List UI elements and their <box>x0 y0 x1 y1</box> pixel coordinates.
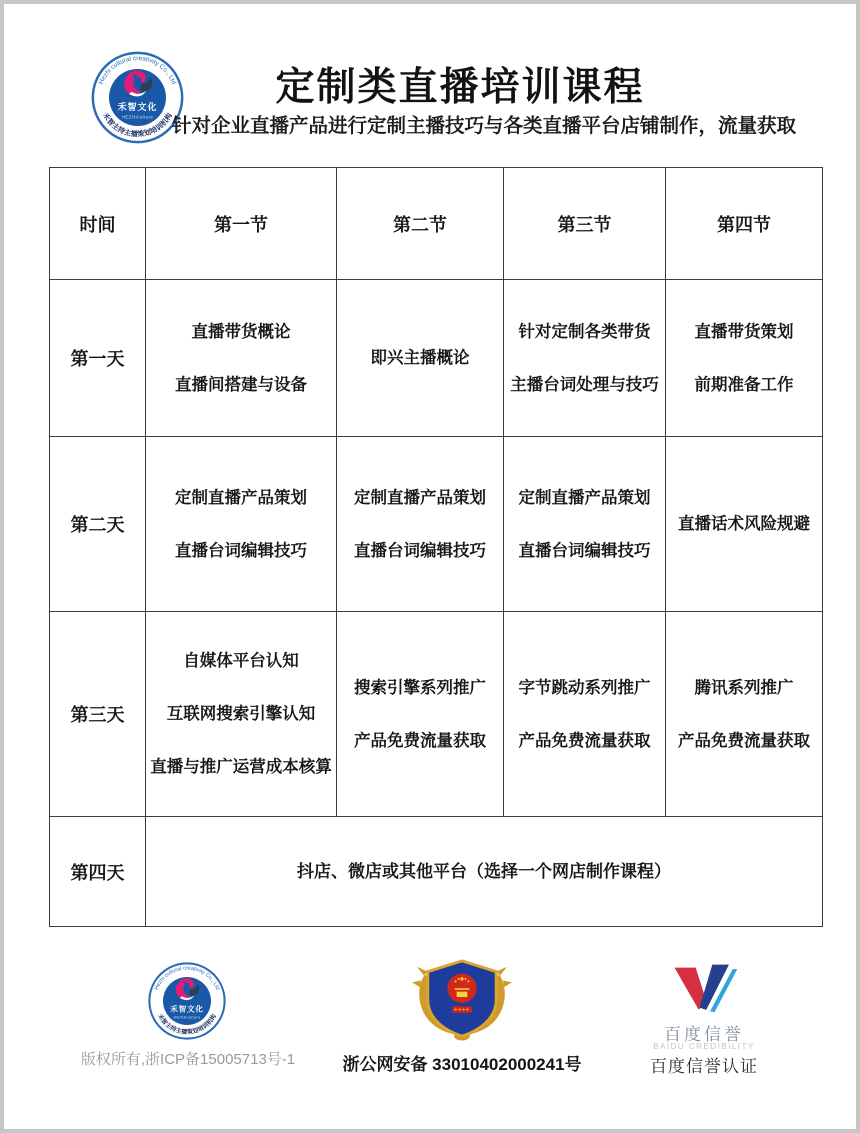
column-header-session-4: 第四节 <box>666 168 823 280</box>
day-label: 第二天 <box>50 437 146 612</box>
course-line: 前期准备工作 <box>694 375 794 394</box>
table-row-day1 <box>50 280 823 437</box>
table-row-day4 <box>50 817 823 927</box>
police-record-text: 浙公网安备 33010402000241号 <box>342 1055 582 1074</box>
hezhi-logo-icon <box>147 961 227 1041</box>
table-row-day3 <box>50 612 823 817</box>
course-cell <box>504 280 666 437</box>
course-cell <box>337 437 504 612</box>
course-line: 自媒体平台认知 <box>183 652 299 670</box>
course-cell <box>666 612 823 817</box>
course-line: 定制直播产品策划 <box>175 488 307 507</box>
page-subtitle: 针对企业直播产品进行定制主播技巧与各类直播平台店铺制作，流量获取 <box>171 115 796 137</box>
course-line: 直播带货策划 <box>694 322 794 341</box>
baidu-credibility-icon <box>670 957 738 1019</box>
schedule-table <box>49 167 823 927</box>
course-line: 腾讯系列推广 <box>694 678 794 697</box>
course-cell <box>666 280 823 437</box>
course-cell <box>504 437 666 612</box>
course-cell <box>146 612 337 817</box>
course-line: 定制直播产品策划 <box>518 488 651 507</box>
course-line: 主播台词处理与技巧 <box>510 375 659 394</box>
course-line: 直播带货概论 <box>191 322 291 341</box>
column-header-session-3: 第三节 <box>504 168 666 280</box>
column-header-time: 时间 <box>50 168 146 280</box>
baidu-logo-subtitle: BAIDU CREDIBILITY <box>653 1042 755 1051</box>
course-line: 字节跳动系列推广 <box>518 678 651 697</box>
course-cell <box>337 612 504 817</box>
day-label: 第一天 <box>50 280 146 437</box>
course-line: 产品免费流量获取 <box>678 731 810 750</box>
course-line: 针对定制各类带货 <box>518 322 651 341</box>
table-row-day2 <box>50 437 823 612</box>
page-title: 定制类直播培训课程 <box>275 66 645 109</box>
schedule-section <box>49 167 823 927</box>
police-badge-icon <box>409 955 515 1043</box>
course-cell <box>504 612 666 817</box>
day-label: 第四天 <box>50 817 146 927</box>
course-cell <box>146 437 337 612</box>
course-line: 抖店、微店或其他平台（选择一个网店制作课程） <box>297 861 671 881</box>
course-line: 搜索引擎系列推广 <box>354 678 486 697</box>
icp-record-text: 版权所有,浙ICP备15005713号-1 <box>80 1051 296 1068</box>
column-header-session-2: 第二节 <box>337 168 504 280</box>
course-line: 定制直播产品策划 <box>354 488 486 507</box>
course-line: 即兴主播概论 <box>370 349 470 367</box>
course-line: 产品免费流量获取 <box>354 731 486 750</box>
course-cell <box>146 817 823 927</box>
table-header-row <box>50 168 823 280</box>
course-cell <box>146 280 337 437</box>
course-line: 直播与推广运营成本核算 <box>150 758 332 776</box>
day-label: 第三天 <box>50 612 146 817</box>
course-line: 直播台词编辑技巧 <box>354 541 486 560</box>
baidu-certification-text: 百度信誉认证 <box>650 1057 758 1076</box>
course-line: 产品免费流量获取 <box>518 731 651 750</box>
course-cell <box>337 280 504 437</box>
baidu-logo-title: 百度信誉 <box>664 1025 744 1044</box>
column-header-session-1: 第一节 <box>146 168 337 280</box>
course-cell <box>666 437 823 612</box>
course-line: 直播间搭建与设备 <box>175 375 307 394</box>
course-line: 直播台词编辑技巧 <box>518 541 651 560</box>
course-line: 互联网搜索引擎认知 <box>166 705 316 723</box>
course-line: 直播话术风险规避 <box>678 515 810 533</box>
course-line: 直播台词编辑技巧 <box>175 541 307 560</box>
